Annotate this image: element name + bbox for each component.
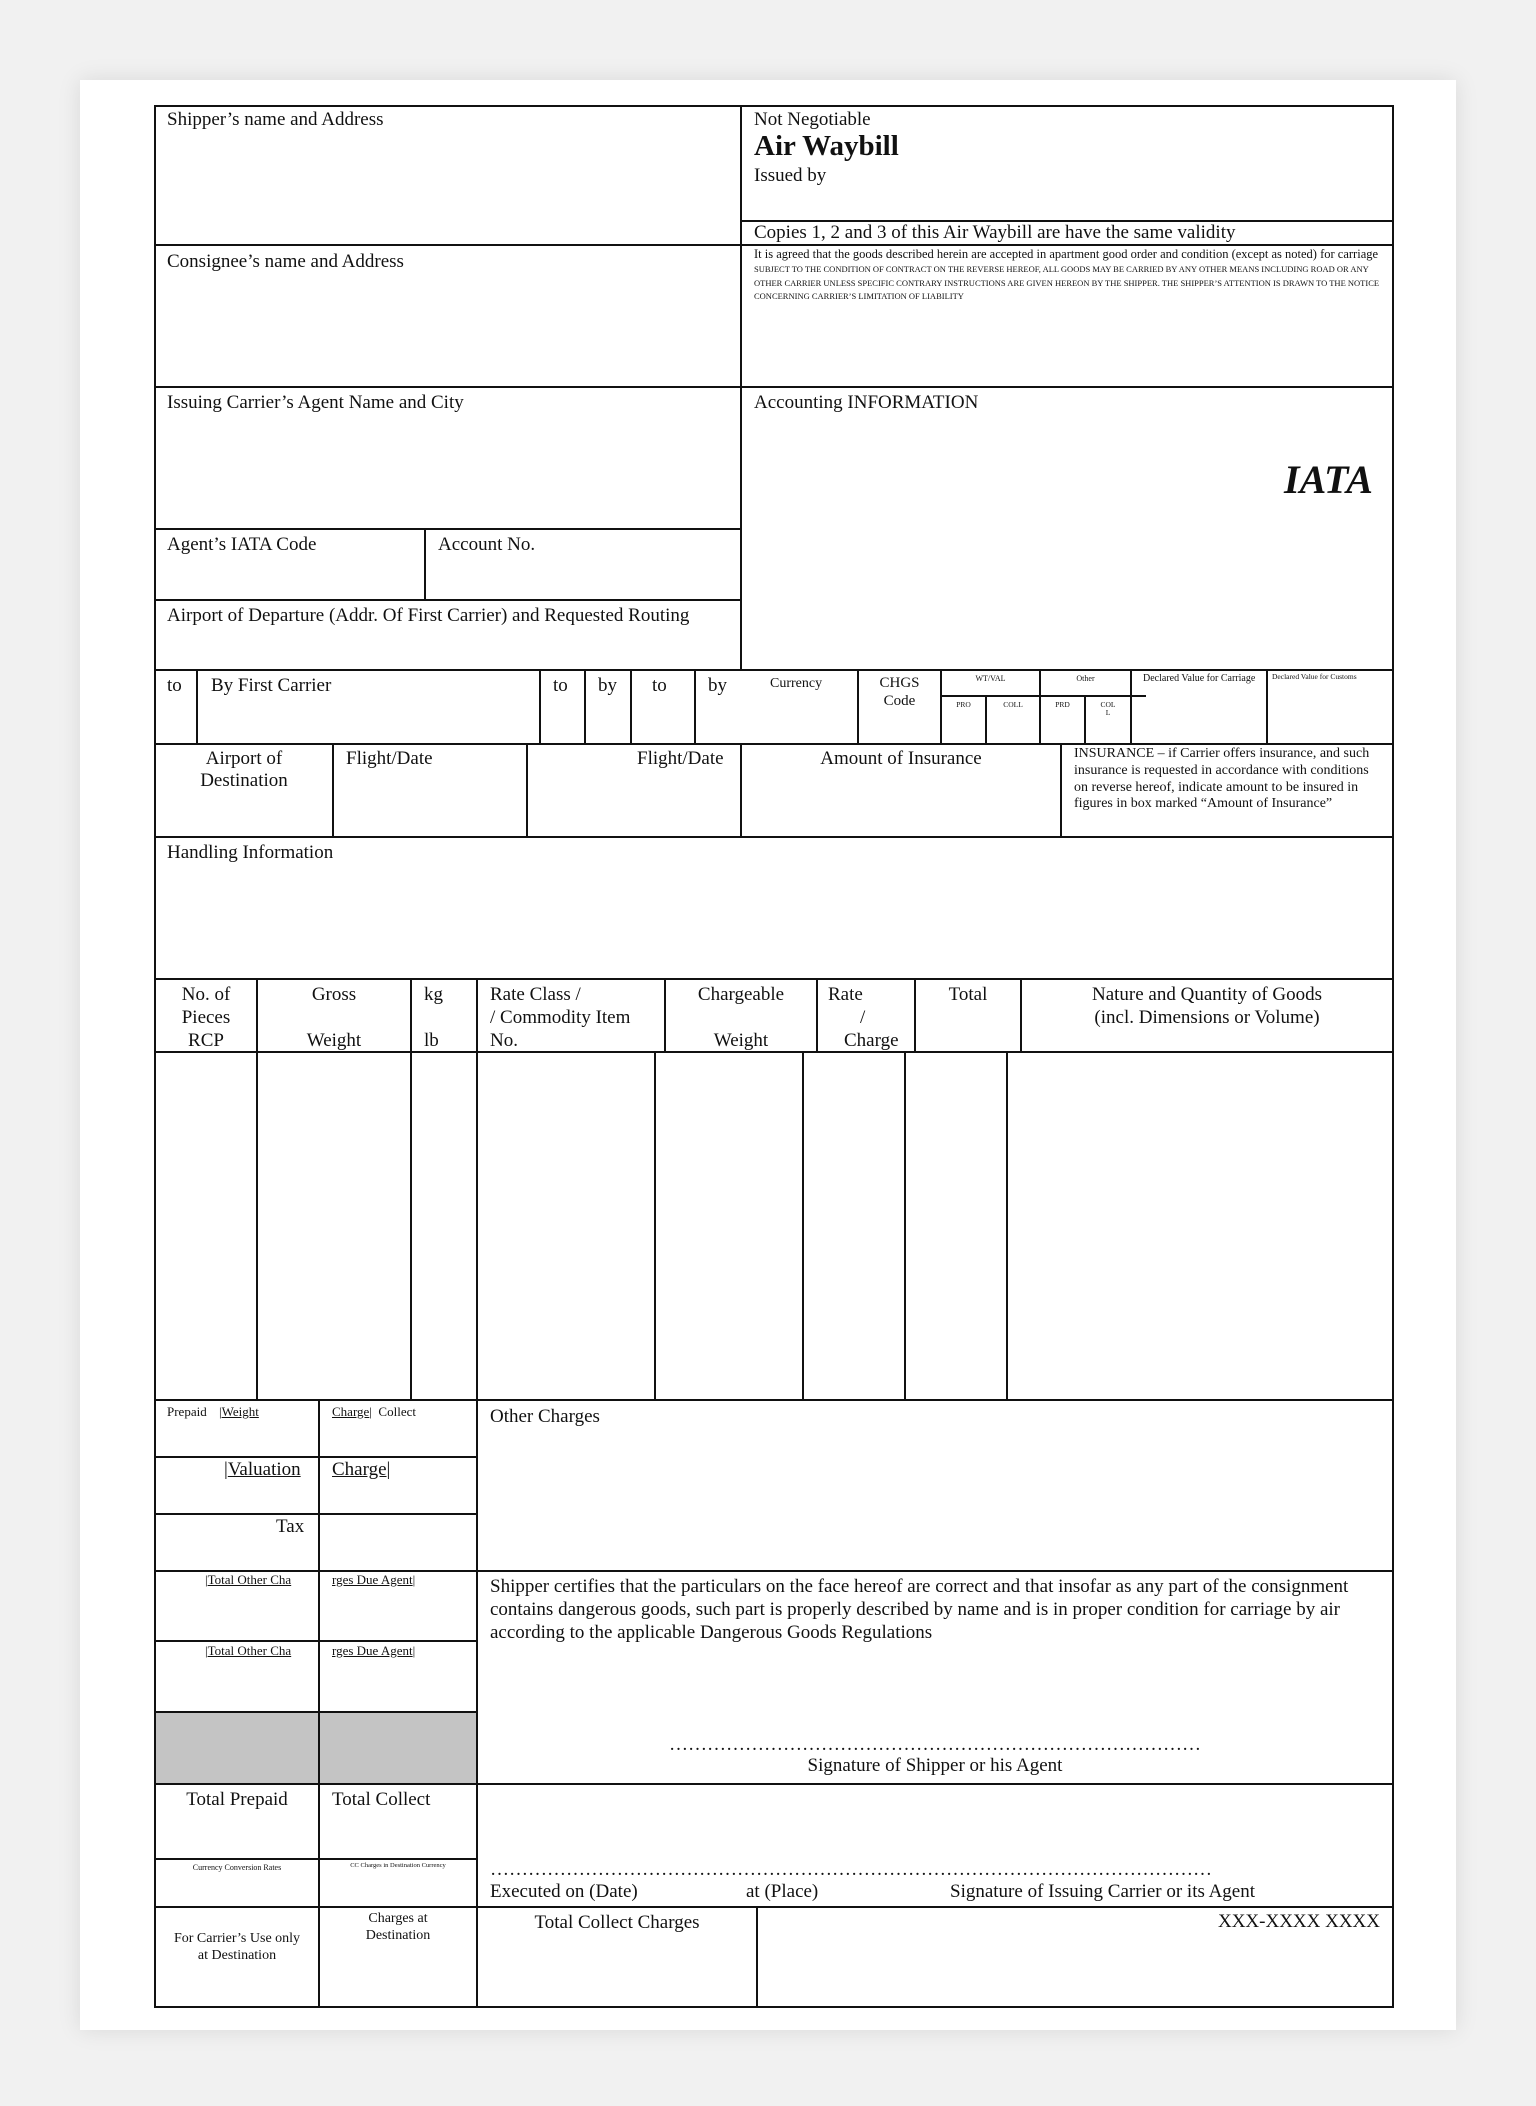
weight-label: Weight xyxy=(221,1404,259,1419)
shipper-signature-label: Signature of Shipper or his Agent xyxy=(807,1755,1063,1776)
carrier-use-label: For Carrier’s Use only xyxy=(173,1931,301,1946)
divider xyxy=(154,599,742,601)
divider xyxy=(1130,669,1132,743)
divider xyxy=(154,1640,478,1642)
insurance-note: INSURANCE – if Carrier offers insurance, and such insurance is requested in accordance with conditions on reverse hereof, indicate amount to be insured in figures in box marked “Amount of Insurance” xyxy=(1074,746,1370,812)
total-collect-charges-label: Total Collect Charges xyxy=(534,1912,700,1933)
other-charges-label: Other Charges xyxy=(490,1406,600,1427)
executed-on-label: Executed on (Date) xyxy=(490,1881,638,1902)
charge-label: Charge| Collect xyxy=(332,1404,416,1419)
total-other-charges-agent-label: |Total Other Cha xyxy=(205,1572,292,1587)
due-agent-text: rges Due Agent xyxy=(332,1572,413,1587)
charges-destination-label: Charges at xyxy=(368,1911,428,1926)
pro-label: PRO xyxy=(956,700,971,709)
divider xyxy=(154,244,1394,246)
agreement-conditions: SUBJECT TO THE CONDITION OF CONTRACT ON THE REVERSE HEREOF, ALL GOODS MAY BE CARRIED BY ANY OTHER MEANS INCLUDING ROAD OR ANY OTHER CARRIER UNLESS SPECIFIC CONTRARY INSTRUCTIONS ARE GIVEN HEREON BY THE SHIPPER. THE SHIPPER’S ATTENTION IS DRAWN TO THE NOTICE CONCERNING CARRIER’S LIMITATION OF LIABILITY xyxy=(754,263,1380,302)
carrier-agent-label: Issuing Carrier’s Agent Name and City xyxy=(167,392,464,413)
pieces-header-line3: RCP xyxy=(188,1030,224,1051)
by-label: by xyxy=(708,675,727,696)
valuation-label: |Valuation xyxy=(224,1459,301,1480)
kg-header: kg xyxy=(424,984,443,1005)
rate-charge-header: Rate xyxy=(828,984,863,1005)
to-label: to xyxy=(553,675,568,696)
rate-charge-header-line3: Charge xyxy=(844,1030,899,1051)
code-label: Code xyxy=(883,693,916,709)
border-right xyxy=(1392,105,1394,2008)
declared-value-customs-label: Declared Value for Customs xyxy=(1272,672,1357,681)
divider xyxy=(756,1906,758,2007)
divider xyxy=(196,669,198,743)
agreement-text xyxy=(754,248,1386,303)
pieces-header-line2: Pieces xyxy=(181,1007,231,1028)
divider xyxy=(476,978,478,1052)
copies-validity-note: Copies 1, 2 and 3 of this Air Waybill are have the same validity xyxy=(754,222,1236,243)
divider xyxy=(526,743,528,837)
divider xyxy=(1266,669,1268,743)
agreement-lead: It is agreed that the goods described herein are accepted in apartment good order and condition (except as noted) for carriage xyxy=(754,247,1379,261)
valuation-text: Valuation xyxy=(227,1459,301,1480)
divider xyxy=(802,1051,804,1400)
divider xyxy=(654,1051,656,1400)
due-carrier-label: rges Due Agent| xyxy=(332,1643,416,1658)
prepaid-label: Prepaid xyxy=(167,1404,207,1419)
not-negotiable-label: Not Negotiable xyxy=(754,109,871,130)
divider xyxy=(410,978,412,1052)
collect-label: Collect xyxy=(378,1404,416,1419)
airport-destination-text: Airport of Destination xyxy=(200,748,288,791)
total-other-charges-text: Total Other Cha xyxy=(207,1572,292,1587)
charge-text: Charge xyxy=(332,1404,370,1419)
total-other-charges-carrier-label: |Total Other Cha xyxy=(205,1643,292,1658)
account-no-label: Account No. xyxy=(438,534,536,555)
cc-charges-label: CC Charges in Destination Currency xyxy=(350,1862,446,1869)
prd-label: PRD xyxy=(1055,700,1070,709)
issued-by-label: Issued by xyxy=(754,165,827,186)
accounting-label: Accounting INFORMATION xyxy=(754,392,979,413)
departure-label: Airport of Departure (Addr. Of First Carrier) and Requested Routing xyxy=(167,605,690,626)
divider xyxy=(539,669,541,743)
pieces-header: No. of xyxy=(181,984,231,1005)
divider xyxy=(940,695,1146,697)
by-label: by xyxy=(598,675,617,696)
rate-class-header: Rate Class / xyxy=(490,984,581,1005)
total-collect-label: Total Collect xyxy=(332,1789,431,1810)
border-bottom xyxy=(154,2006,1394,2008)
iata-logo: IATA xyxy=(1284,457,1373,502)
document-title: Air Waybill xyxy=(754,130,899,162)
divider xyxy=(154,743,1394,745)
due-carrier-text: rges Due Agent xyxy=(332,1643,413,1658)
border-top xyxy=(154,105,1394,107)
to-label: to xyxy=(167,675,182,696)
divider xyxy=(154,836,1394,838)
divider xyxy=(154,1783,1394,1785)
carrier-use-label-line2: at Destination xyxy=(197,1948,277,1963)
handling-info-label: Handling Information xyxy=(167,842,334,863)
coll-label: COLL xyxy=(1003,700,1023,709)
divider xyxy=(816,978,818,1052)
total-prepaid-label: Total Prepaid xyxy=(186,1789,288,1810)
divider xyxy=(584,669,586,743)
wt-val-label: WT/VAL xyxy=(975,674,1006,683)
nature-goods-header-line2: (incl. Dimensions or Volume) xyxy=(1094,1007,1320,1028)
execution-dots: …………………………………………………………………………………………………… xyxy=(490,1859,1212,1880)
shipper-signature-dots: ………………………………………………………………………… xyxy=(669,1734,1201,1755)
shaded-box-right xyxy=(320,1713,476,1783)
issuing-carrier-signature-label: Signature of Issuing Carrier or its Agent xyxy=(950,1881,1256,1902)
rate-charge-header-line2: / xyxy=(860,1007,866,1028)
divider xyxy=(154,1399,1394,1401)
chgs-label: CHGS xyxy=(879,675,920,691)
divider xyxy=(410,1051,412,1400)
due-agent-label: rges Due Agent| xyxy=(332,1572,416,1587)
weight-charge-label: |Weight xyxy=(219,1404,259,1419)
divider xyxy=(154,1906,1394,1908)
divider xyxy=(904,1051,906,1400)
charges-destination-label-line2: Destination xyxy=(365,1928,431,1943)
divider xyxy=(476,1051,478,1400)
nature-goods-header: Nature and Quantity of Goods xyxy=(1091,984,1323,1005)
lb-header: lb xyxy=(424,1030,439,1051)
divider xyxy=(154,978,1394,980)
flight-date-label: Flight/Date xyxy=(637,748,724,769)
valuation-charge-label: Charge| xyxy=(332,1459,391,1480)
divider xyxy=(694,669,696,743)
gross-weight-header-line2: Weight xyxy=(306,1030,362,1051)
divider xyxy=(154,1858,478,1860)
divider xyxy=(1060,743,1062,837)
shaded-box-left xyxy=(156,1713,318,1783)
valuation-charge-text: Charge xyxy=(332,1459,387,1480)
rate-class-header-line2: / Commodity Item xyxy=(490,1007,631,1028)
airport-destination-label xyxy=(156,748,332,792)
divider xyxy=(424,528,426,600)
divider xyxy=(256,1051,258,1400)
chargeable-weight-header: Chargeable xyxy=(697,984,785,1005)
chargeable-weight-header-line2: Weight xyxy=(713,1030,769,1051)
other-label: Other xyxy=(1076,674,1095,683)
shipper-certification-text: Shipper certifies that the particulars on the face hereof are correct and that insofar as any part of the consignment contains dangerous goods, such part is properly described by name and is in proper condition for carriage by air according to the applicable Dangerous Goods Regulations xyxy=(490,1576,1349,1643)
to-label: to xyxy=(652,675,667,696)
consignee-label: Consignee’s name and Address xyxy=(167,251,404,272)
divider xyxy=(154,1456,478,1458)
total-other-charges-text: Total Other Cha xyxy=(207,1643,292,1658)
gross-weight-header: Gross xyxy=(311,984,357,1005)
divider xyxy=(154,669,1394,671)
agent-iata-code-label: Agent’s IATA Code xyxy=(167,534,317,555)
divider xyxy=(154,386,1394,388)
divider xyxy=(154,528,742,530)
divider xyxy=(154,1513,478,1515)
flight-date-label: Flight/Date xyxy=(346,748,433,769)
divider xyxy=(1006,1051,1008,1400)
declared-value-carriage-label: Declared Value for Carriage xyxy=(1143,673,1256,684)
divider xyxy=(630,669,632,743)
air-waybill-form xyxy=(154,105,1392,2006)
total-header: Total xyxy=(948,984,988,1005)
amount-insurance-label: Amount of Insurance xyxy=(820,748,982,769)
shipper-label: Shipper’s name and Address xyxy=(167,109,384,130)
col-label-line2: L xyxy=(1105,708,1111,717)
currency-label: Currency xyxy=(770,676,823,691)
divider xyxy=(332,743,334,837)
currency-conversion-label: Currency Conversion Rates xyxy=(192,1863,282,1872)
rate-class-header-line3: No. xyxy=(490,1030,518,1051)
awb-number: XXX-XXXX XXXX xyxy=(1217,1911,1380,1932)
by-first-carrier-label: By First Carrier xyxy=(211,675,332,696)
tax-label: Tax xyxy=(276,1516,305,1537)
at-place-label: at (Place) xyxy=(746,1881,819,1902)
col-label: COL xyxy=(1100,700,1116,709)
